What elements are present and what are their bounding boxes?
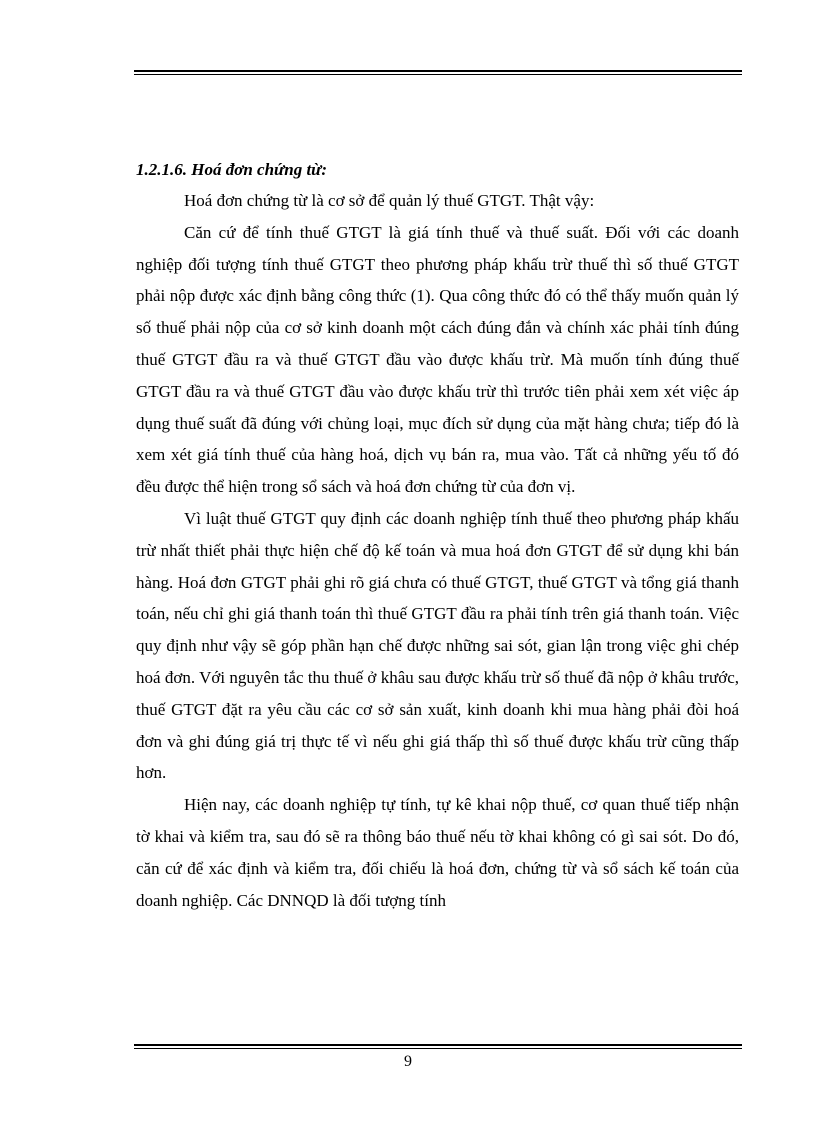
paragraph-2: Vì luật thuế GTGT quy định các doanh nghiệp tính thuế theo phương pháp khấu trừ nhất thiết phải thực hiện chế độ kế toán và mua hoá đơn GTGT để sử dụng khi bán hàng. Hoá đơn GTGT phải ghi rõ giá chưa có thuế GTGT, thuế GTGT và tổng giá thanh toán, nếu chỉ ghi giá thanh toán thì thuế GTGT đầu ra phải tính trên giá thanh toán. Việc quy định như vậy sẽ góp phần hạn chế được những sai sót, gian lận trong việc ghi chép hoá đơn. Với nguyên tắc thu thuế ở khâu sau được khấu trừ số thuế đã nộp ở khâu trước, thuế GTGT đặt ra yêu cầu các cơ sở sản xuất, kinh doanh khi mua hàng phải đòi hoá đơn và ghi đúng giá trị thực tế vì nếu ghi giá thấp thì số thuế được khấu trừ cũng thấp hơn. bbox=[136, 508, 739, 783]
paragraph-1: Căn cứ để tính thuế GTGT là giá tính thuế và thuế suất. Đối với các doanh nghiệp đối tượng tính thuế GTGT theo phương pháp khấu trừ thuế thì số thuế GTGT phải nộp được xác định bằng công thức (1). Qua công thức đó có thể thấy muốn quản lý số thuế phải nộp của cơ sở kinh doanh một cách đúng đắn và chính xác phải tính đúng thuế GTGT đầu ra và thuế GTGT đầu vào được khấu trừ. Mà muốn tính đúng thuế GTGT đầu ra và thuế GTGT đầu vào được khấu trừ thì trước tiên phải xem xét việc áp dụng thuế suất đã đúng với chủng loại, mục đích sử dụng của mặt hàng chưa; tiếp đó là xem xét giá tính thuế của hàng hoá, dịch vụ bán ra, mua vào. Tất cả những yếu tố đó đều được thể hiện trong sổ sách và hoá đơn chứng từ của đơn vị. bbox=[136, 222, 739, 497]
page-body bbox=[136, 154, 739, 916]
page-number: 9 bbox=[404, 1053, 412, 1070]
section-heading: 1.2.1.6. Hoá đơn chứng từ: bbox=[136, 160, 328, 179]
paragraph-intro: Hoá đơn chứng từ là cơ sở để quản lý thuế GTGT. Thật vậy: bbox=[184, 191, 595, 210]
paragraph-3: Hiện nay, các doanh nghiệp tự tính, tự kê khai nộp thuế, cơ quan thuế tiếp nhận tờ khai và kiểm tra, sau đó sẽ ra thông báo thuế nếu tờ khai không có gì sai sót. Do đó, căn cứ để xác định và kiểm tra, đối chiếu là hoá đơn, chứng từ và sổ sách kế toán của doanh nghiệp. Các DNNQD là đối tượng tính bbox=[136, 795, 739, 910]
footer-rule bbox=[134, 1044, 742, 1049]
header-rule bbox=[134, 70, 742, 75]
